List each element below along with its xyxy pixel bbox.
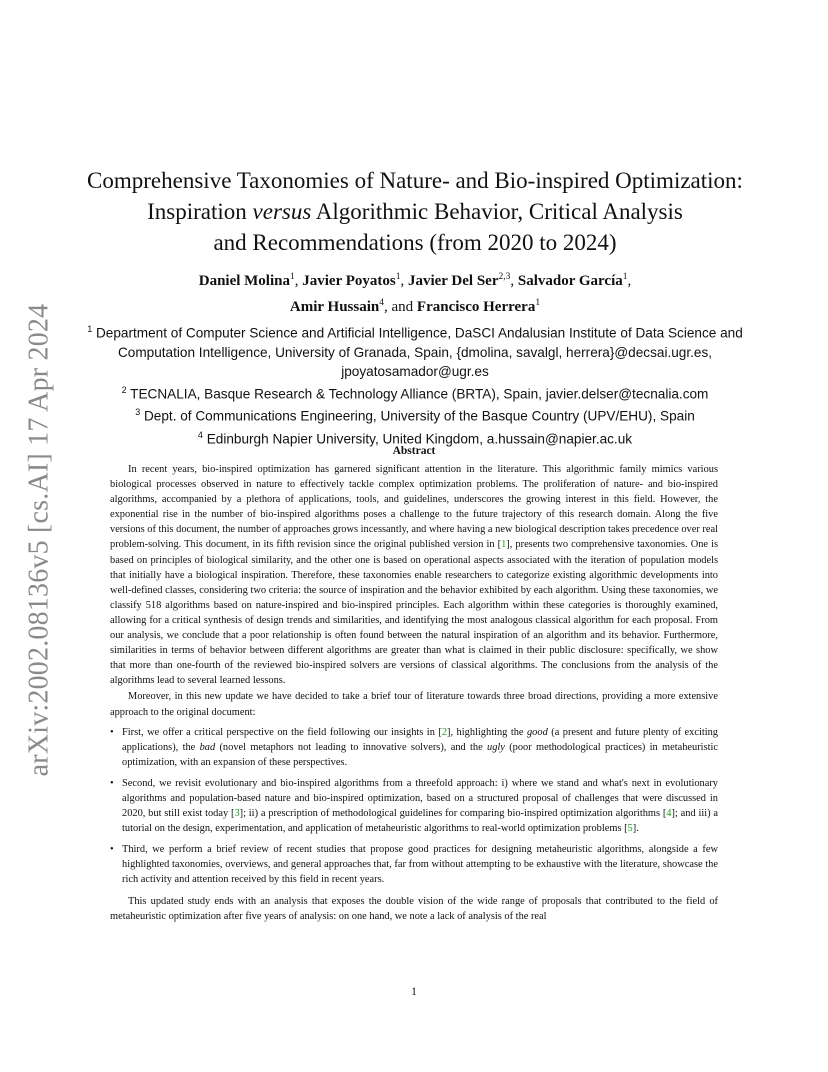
citation-link[interactable]: 5 <box>627 823 633 835</box>
author-name: Salvador García <box>517 273 623 289</box>
affiliation-item <box>85 320 745 381</box>
affiliation-text: Edinburgh Napier University, United Kingdom, a.hussain@napier.ac.uk <box>206 431 633 447</box>
list-item-text: Second, we revisit evolutionary and bio-inspired algorithms from a threefold approach: i) where we stand and what's next in evolutionary algorithms and population-based nature and bio-inspired optimization, based on a structured proposal of challenges that were discussed in 2020, but still exist today [ <box>122 777 718 820</box>
authors-conjunction: and <box>391 299 414 315</box>
list-item-text: ], highlighting the <box>447 726 527 738</box>
citation-link[interactable]: 2 <box>441 726 448 738</box>
emphasis-good: good <box>526 726 548 738</box>
affiliation-text: Dept. of Communications Engineering, University of the Basque Country (UPV/EHU), Spain <box>143 408 695 424</box>
author-affil-sup: 1 <box>535 298 541 308</box>
author-name: Javier Poyatos <box>302 273 396 289</box>
emphasis-ugly: ugly <box>487 741 505 753</box>
list-item <box>110 776 718 836</box>
page-number: 1 <box>411 986 417 998</box>
list-item <box>110 725 718 770</box>
author-affil-sup: 1 <box>290 272 295 282</box>
citation-link[interactable]: 4 <box>666 808 672 820</box>
citation-link[interactable]: 1 <box>501 539 507 551</box>
title-line-1: Comprehensive Taxonomies of Nature- and Bio-inspired Optimization: <box>87 168 743 193</box>
emphasis-bad: bad <box>199 741 216 753</box>
list-item-text: (poor methodological practices) in metaheuristic optimization, with an expansion of these perspectives. <box>122 741 718 768</box>
author-affil-sup: 4 <box>379 298 384 308</box>
list-item-text: ]. <box>632 823 639 835</box>
abstract-text: In recent years, bio-inspired optimization has garnered significant attention in the literature. This algorithmic family mimics various biological processes observed in nature to effectively tackle complex optimization problems. The proliferation of nature- and bio-inspired algorithms, accompanied by a plethora of applications, tools, and guidelines, underscores the growing interest in this field. However, the exponential rise in the number of bio-inspired algorithms poses a challenge to the future trajectory of this research domain. Along the five versions of this document, the number of approaches grows incessantly, and where having a new biological description takes precedence over real problem-solving. This document, in its fifth revision since the original published version in [ <box>110 464 718 551</box>
arxiv-identifier-stamp <box>12 290 66 790</box>
list-item-text: (a present and future plenty of exciting applications), the <box>122 726 718 753</box>
author-affil-sup: 2,3 <box>498 272 511 282</box>
affiliation-list <box>85 320 745 448</box>
author-affil-sup: 1 <box>622 272 628 282</box>
affiliation-sup: 1 <box>87 324 93 334</box>
title-line-2b: Algorithmic Behavior, Critical Analysis <box>311 199 683 224</box>
author-name: Francisco Herrera <box>416 299 536 315</box>
affiliation-text: Department of Computer Science and Artificial Intelligence, DaSCI Andalusian Institute of Data Science and Computation Intelligence, University of Granada, Spain, {dmolina, savalgl, herrera}@decsai.ugr.es, jpoyatosamador@ugr.es <box>95 325 743 379</box>
title-line-2a: Inspiration <box>147 199 253 224</box>
list-item-text: ]; and iii) a tutorial on the design, experimentation, and application of metaheuristic algorithms to real-world optimization problems [ <box>122 808 718 835</box>
affiliation-sup: 3 <box>135 407 141 418</box>
author-name: Amir Hussain <box>289 299 380 315</box>
affiliation-item <box>85 403 745 426</box>
author-affil-sup: 1 <box>395 272 401 282</box>
affiliation-sup: 2 <box>121 384 127 395</box>
arxiv-stamp-text: arXiv:2002.08136v5 [cs.AI] 17 Apr 2024 <box>23 303 54 777</box>
paper-title <box>70 165 760 258</box>
abstract-text: ], presents two comprehensive taxonomies. One is based on principles of biological similarity, and the other one is based on operational aspects associated with the iteration of population models that initially have a biological inspiration. Therefore, these taxonomies enable researchers to categorize existing algorithmic developments into well-defined classes, considering two criteria: the source of inspiration and the behavior exhibited by each algorithm. Using these taxonomies, we classify 518 algorithms based on nature-inspired and bio-inspired principles. Each algorithm within these categories is thoroughly examined, allowing for a critical synthesis of design trends and similarities, and identifying the most analogous classical algorithm for each proposal. From our analysis, we conclude that a poor relationship is often found between the natural inspiration of an algorithm and its behavior. Furthermore, similarities in terms of behavior between different algorithms are greater than what is claimed in their public disclosure: specifically, we show that more than one-fourth of the reviewed bio-inspired solvers are versions of classical algorithms. The conclusions from the analysis of the algorithms lead to several learned lessons. <box>110 539 718 687</box>
title-line-3: and Recommendations (from 2020 to 2024) <box>213 230 617 255</box>
abstract-paragraph <box>110 462 718 688</box>
contribution-list <box>110 725 718 888</box>
abstract-body <box>110 462 718 924</box>
affiliation-text: TECNALIA, Basque Research & Technology Alliance (BRTA), Spain, javier.delser@tecnalia.com <box>130 386 709 402</box>
affiliation-item <box>85 381 745 404</box>
abstract-heading: Abstract <box>392 445 436 457</box>
list-item-text: Third, we perform a brief review of recent studies that propose good practices for designing metaheuristic algorithms, alongside a few highlighted taxonomies, overviews, and general approaches that, far from without attempting to be exhaustive with the literature, showcase the rich activity and attention received by this field in recent years. <box>122 844 718 886</box>
affiliation-sup: 4 <box>197 429 203 440</box>
list-item-text: ]; ii) a prescription of methodological guidelines for comparing bio-inspired optimization algorithms [ <box>239 808 667 820</box>
list-item-text: (novel metaphors not leading to innovative solvers), and the <box>215 741 488 753</box>
citation-link[interactable]: 3 <box>234 808 240 820</box>
author-name: Daniel Molina <box>198 273 290 289</box>
list-item-text: First, we offer a critical perspective on the field following our insights in [ <box>122 726 442 738</box>
abstract-paragraph: This updated study ends with an analysis that exposes the double vision of the wide range of proposals that contributed to the field of metaheuristic optimization after five years of analysis: on one hand, we note a lack of analysis of the real <box>110 895 718 922</box>
author-name: Javier Del Ser <box>407 273 499 289</box>
author-list: Daniel Molina$^1$, Javier Poyatos$^1$, Javier Del Ser$^{2,3}$, Salvador García$^1$, Amir Hussain$^4$, and Francisco Herrera$^1$ <box>198 272 632 315</box>
list-item <box>110 842 718 887</box>
abstract-paragraph: Moreover, in this new update we have decided to take a brief tour of literature towards three broad directions, providing a more extensive approach to the original document: <box>110 691 718 718</box>
title-line-2-emphasis: versus <box>252 199 312 224</box>
